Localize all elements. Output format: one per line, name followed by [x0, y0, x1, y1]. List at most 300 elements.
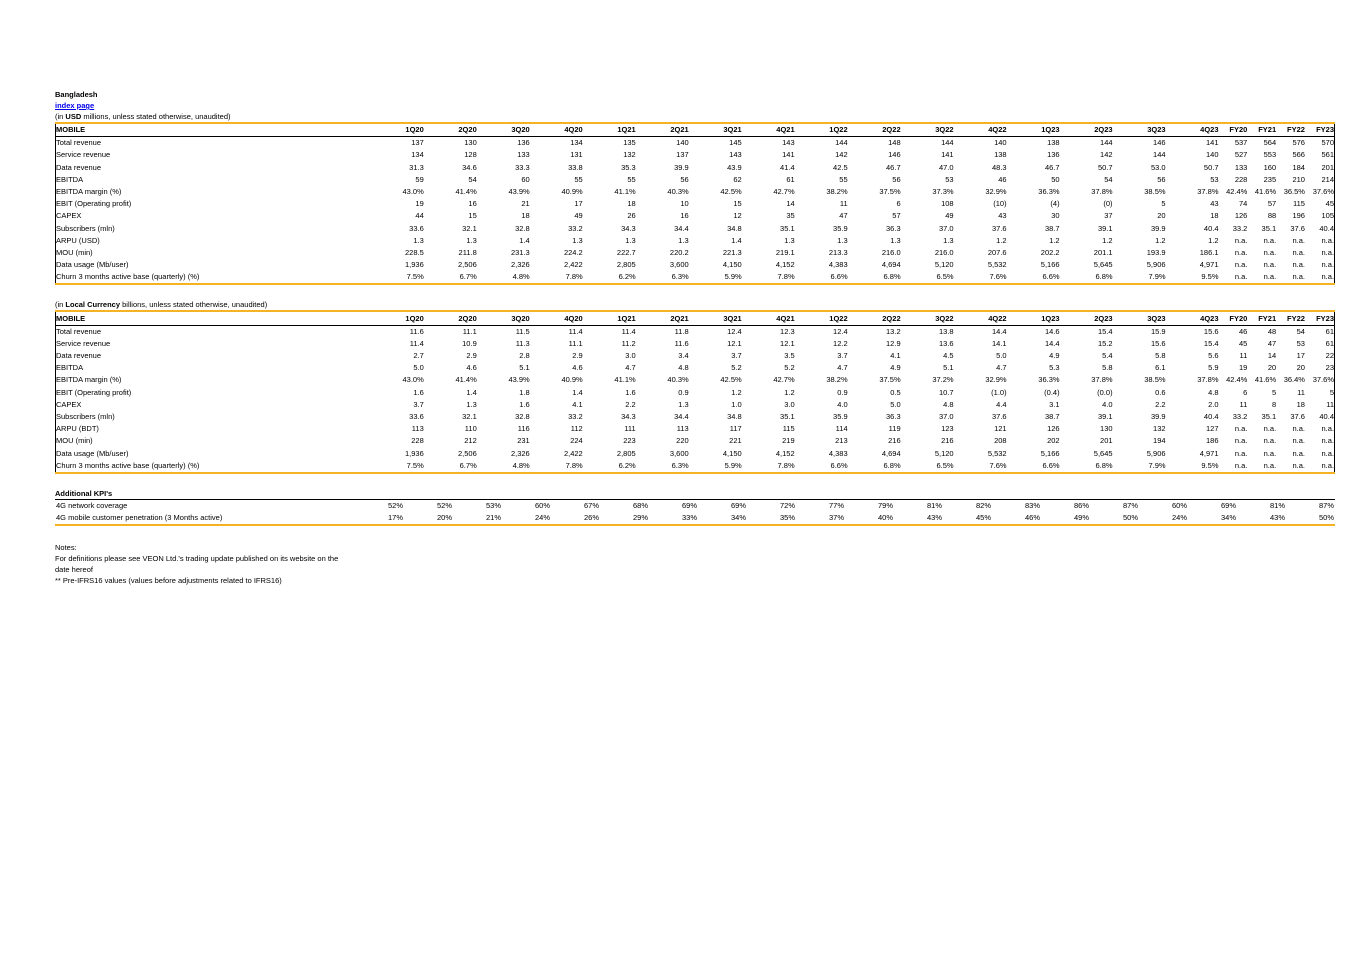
- table-cell: 24%: [1171, 513, 1187, 523]
- row-label: Data usage (Mb/user): [56, 260, 129, 270]
- table-cell: 12.4: [833, 326, 848, 336]
- table-row: [55, 149, 1335, 161]
- table-cell: 36.5%: [1283, 187, 1305, 197]
- table-row: [55, 223, 1335, 235]
- table-cell: 0.9: [837, 387, 848, 397]
- table-cell: 126: [1234, 211, 1248, 221]
- table-cell: n.a.: [1234, 247, 1248, 257]
- table-cell: 131: [570, 150, 583, 160]
- table-cell: 33.2: [568, 223, 583, 233]
- table-cell: 7.5%: [406, 460, 424, 470]
- index-page-link[interactable]: index page: [55, 101, 95, 110]
- table-cell: 11.8: [674, 326, 689, 336]
- table-cell: n.a.: [1321, 247, 1334, 257]
- table-cell: 6.2%: [618, 272, 636, 282]
- table-cell: 207.6: [987, 247, 1007, 257]
- table-cell: 3.7: [837, 351, 848, 361]
- table-cell: 140: [1206, 150, 1219, 160]
- table-cell: 202.2: [1040, 247, 1060, 257]
- table-cell: 4,694: [881, 260, 901, 270]
- table-cell: 3,600: [669, 260, 689, 270]
- table-cell: (0.4): [1044, 387, 1060, 397]
- table-cell: 43: [1210, 199, 1219, 209]
- table-cell: 4,150: [722, 260, 742, 270]
- table-cell: 210: [1292, 174, 1305, 184]
- table-cell: 223: [623, 436, 636, 446]
- column-header: FY22: [1277, 312, 1306, 325]
- table-cell: 39.9: [1150, 223, 1166, 233]
- table-cell: 23: [1325, 363, 1334, 373]
- table-cell: 211.8: [458, 247, 477, 257]
- table-cell: 5,120: [934, 448, 954, 458]
- local-currency-unit-note: (in Local Currency billions, unless stated otherwise, unaudited): [55, 300, 268, 310]
- table-cell: 231: [517, 436, 530, 446]
- table-cell: 61: [1325, 338, 1334, 348]
- table-cell: 39.9: [674, 162, 689, 172]
- table-cell: 36.3: [886, 223, 901, 233]
- row-label: Total revenue: [56, 138, 102, 148]
- table-cell: 33.2: [568, 412, 583, 422]
- table-cell: 42.4%: [1226, 187, 1248, 197]
- table-cell: 216.0: [881, 247, 901, 257]
- table-cell: 56: [892, 174, 901, 184]
- table-cell: 7.5%: [406, 272, 424, 282]
- table-cell: 18: [521, 211, 530, 221]
- table-cell: 20%: [436, 513, 452, 523]
- table-cell: 33.6: [409, 223, 424, 233]
- table-cell: 2,506: [457, 260, 477, 270]
- table-row: [55, 137, 1335, 150]
- table-cell: n.a.: [1263, 448, 1277, 458]
- table-cell: n.a.: [1234, 235, 1248, 245]
- table-cell: 26: [627, 211, 636, 221]
- table-cell: 208: [994, 436, 1007, 446]
- table-cell: 67%: [551, 499, 600, 512]
- table-cell: 4,971: [1199, 260, 1219, 270]
- row-label: EBIT (Operating profit): [56, 387, 132, 397]
- table-cell: 55: [627, 174, 636, 184]
- table-cell: 2,422: [563, 448, 583, 458]
- table-cell: 12.4: [727, 326, 742, 336]
- table-row: [55, 387, 1335, 399]
- table-cell: 54: [1104, 174, 1113, 184]
- column-header: 3Q22: [902, 124, 955, 137]
- table-cell: 34%: [730, 513, 746, 523]
- table-cell: 34.8: [727, 412, 742, 422]
- table-cell: 224.2: [563, 247, 583, 257]
- table-cell: 37.3%: [932, 187, 954, 197]
- table-cell: 117: [729, 424, 742, 434]
- table-cell: 4,694: [881, 448, 901, 458]
- table-cell: 214: [1321, 174, 1334, 184]
- table-cell: 48.3: [991, 162, 1007, 172]
- table-row: [55, 338, 1335, 350]
- table-cell: 22: [1325, 351, 1334, 361]
- table-cell: 5.1: [943, 363, 954, 373]
- column-header: FY20: [1220, 124, 1249, 137]
- table-cell: 68%: [600, 499, 649, 512]
- row-label: CAPEX: [56, 211, 82, 221]
- table-cell: 37.6: [991, 412, 1007, 422]
- column-header: 3Q20: [478, 312, 531, 325]
- table-cell: 5,906: [1146, 448, 1166, 458]
- table-cell: 47: [1267, 338, 1277, 348]
- table-cell: 12: [733, 211, 742, 221]
- table-cell: 33%: [681, 513, 697, 523]
- table-cell: n.a.: [1321, 260, 1334, 270]
- table-cell: 116: [517, 424, 530, 434]
- table-cell: 5.3: [1049, 363, 1060, 373]
- table-row: [55, 325, 1335, 338]
- row-label: EBITDA: [56, 174, 84, 184]
- column-header: 1Q20: [372, 124, 425, 137]
- table-cell: 32.1: [462, 412, 477, 422]
- table-cell: 87%: [1090, 499, 1139, 512]
- table-cell: 5.9: [1208, 363, 1219, 373]
- table-cell: 15.6: [1150, 338, 1166, 348]
- table-cell: 111: [624, 424, 636, 434]
- table-cell: 11.1: [568, 338, 583, 348]
- table-cell: 15.6: [1203, 326, 1219, 336]
- table-cell: 10.7: [939, 387, 954, 397]
- table-cell: 53: [1210, 174, 1219, 184]
- table-row: [55, 374, 1335, 386]
- table-cell: 39.1: [1097, 412, 1113, 422]
- table-cell: 1.6: [519, 399, 530, 409]
- table-cell: 1.3: [943, 235, 954, 245]
- column-header: 4Q21: [743, 312, 796, 325]
- table-cell: 140: [676, 138, 689, 148]
- table-cell: 46: [998, 174, 1007, 184]
- table-cell: 212: [464, 436, 477, 446]
- table-cell: 37.2%: [932, 375, 954, 385]
- table-cell: 52%: [355, 499, 404, 512]
- table-cell: 36.4%: [1283, 375, 1305, 385]
- table-cell: 231.3: [510, 247, 530, 257]
- table-cell: n.a.: [1292, 272, 1305, 282]
- table-cell: 37.8%: [1197, 375, 1219, 385]
- table-cell: 40.3%: [667, 187, 689, 197]
- column-header: 3Q23: [1114, 124, 1167, 137]
- table-cell: 4,383: [828, 448, 848, 458]
- table-cell: 83%: [992, 499, 1041, 512]
- table-cell: 1.6: [413, 387, 424, 397]
- table-cell: 201: [1321, 162, 1334, 172]
- table-cell: 87%: [1286, 499, 1335, 512]
- row-label: Data revenue: [56, 351, 102, 361]
- notes-title: Notes:: [55, 543, 77, 553]
- table-cell: 15: [733, 199, 742, 209]
- table-cell: 570: [1321, 138, 1334, 148]
- table-cell: 5.8: [1155, 351, 1166, 361]
- table-cell: 1.3: [466, 399, 477, 409]
- table-cell: 37.5%: [879, 187, 901, 197]
- table-cell: 4.8%: [512, 272, 530, 282]
- table-cell: 42.5%: [720, 375, 742, 385]
- table-cell: 134: [570, 138, 583, 148]
- table-cell: 6.8%: [883, 272, 901, 282]
- table-cell: n.a.: [1321, 272, 1334, 282]
- table-cell: 128: [464, 150, 477, 160]
- table-cell: 202: [1047, 436, 1060, 446]
- table-cell: 35.1: [1261, 412, 1277, 422]
- table-cell: 35.1: [1261, 223, 1277, 233]
- column-header: 2Q22: [849, 312, 902, 325]
- table-cell: 21: [521, 199, 530, 209]
- table-row: [55, 198, 1335, 210]
- table-cell: 53%: [453, 499, 502, 512]
- table-cell: 11: [1297, 387, 1305, 397]
- table-cell: 11.6: [409, 326, 424, 336]
- table-cell: 11: [1239, 351, 1248, 361]
- table-cell: 4.9: [1049, 351, 1060, 361]
- column-header: 1Q21: [584, 124, 637, 137]
- table-cell: 10.9: [462, 338, 477, 348]
- table-cell: 1.3: [625, 235, 636, 245]
- column-header: 3Q20: [478, 124, 531, 137]
- table-cell: 11: [839, 199, 848, 209]
- table-cell: 72%: [747, 499, 796, 512]
- table-cell: 110: [464, 424, 477, 434]
- table-cell: 4.8: [678, 363, 689, 373]
- table-cell: 4.8: [1208, 387, 1219, 397]
- column-header: 1Q21: [584, 312, 637, 325]
- table-cell: 56: [1157, 174, 1166, 184]
- table-cell: n.a.: [1234, 460, 1248, 470]
- table-cell: 41.4%: [455, 187, 477, 197]
- table-cell: 7.6%: [989, 272, 1007, 282]
- table-cell: 5: [1329, 387, 1334, 397]
- table-cell: 108: [941, 199, 954, 209]
- table-cell: 53.0: [1150, 162, 1166, 172]
- table-cell: n.a.: [1321, 235, 1334, 245]
- table-cell: 132: [1153, 424, 1166, 434]
- table-cell: 14.4: [991, 326, 1007, 336]
- table-cell: 15.4: [1203, 338, 1219, 348]
- table-cell: 7.9%: [1148, 272, 1166, 282]
- table-cell: 2,326: [510, 260, 530, 270]
- table-cell: 34.3: [621, 223, 636, 233]
- table-cell: 146: [888, 150, 901, 160]
- table-cell: 2.0: [1208, 399, 1219, 409]
- table-cell: n.a.: [1292, 247, 1305, 257]
- table-cell: 37.6%: [1312, 187, 1334, 197]
- table-cell: 5,906: [1146, 260, 1166, 270]
- table-cell: 8: [1271, 399, 1277, 409]
- table-cell: n.a.: [1321, 436, 1334, 446]
- table-cell: 115: [782, 424, 795, 434]
- table-cell: 113: [676, 424, 689, 434]
- table-cell: n.a.: [1234, 272, 1248, 282]
- column-header: 3Q22: [902, 312, 955, 325]
- table-cell: 121: [994, 424, 1007, 434]
- table-cell: 52%: [404, 499, 453, 512]
- table-cell: 37.8%: [1091, 187, 1113, 197]
- table-cell: 6.2%: [618, 460, 636, 470]
- row-label: MOU (min): [56, 436, 93, 446]
- table-cell: 527: [1234, 150, 1248, 160]
- table-cell: 138: [994, 150, 1007, 160]
- table-cell: 1,936: [404, 448, 424, 458]
- table-cell: 40.4: [1319, 223, 1334, 233]
- table-cell: 15: [468, 211, 477, 221]
- table-cell: 7.6%: [989, 460, 1007, 470]
- table-cell: 61: [786, 174, 795, 184]
- table-cell: 4,152: [775, 448, 795, 458]
- column-header: 1Q22: [796, 124, 849, 137]
- table-cell: n.a.: [1292, 436, 1305, 446]
- table-cell: 2.2: [1155, 399, 1166, 409]
- table-cell: 45: [1239, 338, 1248, 348]
- table-cell: 5.4: [1102, 351, 1113, 361]
- table-cell: 136: [517, 138, 530, 148]
- table-cell: 137: [676, 150, 689, 160]
- table-cell: 2,805: [616, 448, 636, 458]
- table-cell: 5: [1161, 199, 1166, 209]
- table-cell: 46%: [1024, 513, 1040, 523]
- column-header: FY22: [1277, 124, 1306, 137]
- row-label: Churn 3 months active base (quarterly) (%): [56, 272, 200, 282]
- table-cell: 15.4: [1097, 326, 1113, 336]
- table-cell: 6.7%: [459, 460, 477, 470]
- table-cell: 143: [729, 150, 742, 160]
- table-cell: 40.9%: [561, 187, 583, 197]
- row-label: 4G network coverage: [55, 499, 355, 512]
- table-cell: 6.8%: [1095, 460, 1113, 470]
- usd-unit-note: (in USD millions, unless stated otherwise, unaudited): [55, 112, 231, 121]
- table-cell: 6.5%: [936, 460, 954, 470]
- table-cell: 6.1: [1155, 363, 1166, 373]
- table-cell: 60%: [1139, 499, 1188, 512]
- table-cell: 141: [782, 150, 795, 160]
- table-cell: 219: [782, 436, 795, 446]
- table-cell: 34.4: [674, 412, 689, 422]
- table-cell: 16: [680, 211, 689, 221]
- table-cell: 46: [1239, 326, 1248, 336]
- table-cell: 5,532: [987, 448, 1007, 458]
- table-cell: 194: [1153, 436, 1166, 446]
- table-cell: 1.2: [1208, 235, 1219, 245]
- table-row: [55, 448, 1335, 460]
- table-cell: 42.5: [833, 162, 848, 172]
- table-cell: 15.9: [1150, 326, 1166, 336]
- table-cell: 2,422: [563, 260, 583, 270]
- column-header: 2Q23: [1061, 312, 1114, 325]
- table-cell: 77%: [796, 499, 845, 512]
- table-cell: 50.7: [1097, 162, 1113, 172]
- table-cell: 216.0: [934, 247, 954, 257]
- table-cell: 41.1%: [614, 187, 636, 197]
- table-cell: 6.6%: [830, 272, 848, 282]
- country-title: Bangladesh: [55, 90, 98, 99]
- table-cell: 47.0: [939, 162, 954, 172]
- row-label: Data revenue: [56, 162, 102, 172]
- table-cell: 20: [1296, 363, 1305, 373]
- table-cell: 1.3: [678, 399, 689, 409]
- table-cell: 38.5%: [1144, 187, 1166, 197]
- notes-line: For definitions please see VEON Ltd.'s trading update published on its website on the: [55, 554, 339, 564]
- table-cell: 1.3: [678, 235, 689, 245]
- table-cell: 2,326: [510, 448, 530, 458]
- table-cell: n.a.: [1263, 436, 1277, 446]
- table-cell: n.a.: [1292, 235, 1305, 245]
- table-cell: 37.6: [1290, 412, 1305, 422]
- table-cell: 33.6: [409, 412, 424, 422]
- table-row: [55, 411, 1335, 423]
- column-header: 2Q23: [1061, 124, 1114, 137]
- column-header: 4Q23: [1167, 312, 1220, 325]
- table-cell: 45%: [975, 513, 991, 523]
- table-cell: 40.4: [1203, 412, 1219, 422]
- column-header: 4Q20: [531, 124, 584, 137]
- table-cell: 4.5: [943, 351, 954, 361]
- table-cell: 113: [411, 424, 424, 434]
- table-cell: 4,150: [722, 448, 742, 458]
- table-cell: 35.3: [621, 162, 636, 172]
- table-cell: 60: [521, 174, 530, 184]
- table-cell: 4.1: [572, 399, 583, 409]
- table-cell: 6: [896, 199, 901, 209]
- table-cell: 37.6: [1290, 223, 1305, 233]
- column-header: 4Q22: [955, 124, 1008, 137]
- table-cell: 7.8%: [777, 272, 795, 282]
- table-cell: n.a.: [1234, 424, 1248, 434]
- table-cell: 37: [1104, 211, 1113, 221]
- table-cell: 18: [1296, 399, 1305, 409]
- table-cell: 69%: [698, 499, 747, 512]
- table-cell: 140: [994, 138, 1007, 148]
- table-cell: 32.1: [462, 223, 477, 233]
- table-cell: 41.4%: [455, 375, 477, 385]
- table-cell: 3.5: [784, 351, 795, 361]
- column-header: 4Q20: [531, 312, 584, 325]
- table-cell: 4.4: [996, 399, 1007, 409]
- table-cell: 115: [1293, 199, 1305, 209]
- table-cell: 1.4: [519, 235, 530, 245]
- notes-line: ** Pre-IFRS16 values (values before adjustments related to IFRS16): [55, 576, 282, 586]
- table-cell: 54: [1296, 326, 1305, 336]
- table-cell: 3,600: [669, 448, 689, 458]
- table-cell: 3.7: [413, 399, 424, 409]
- table-cell: 43.0%: [402, 375, 424, 385]
- table-cell: 6.3%: [671, 272, 689, 282]
- table-cell: 1.3: [413, 235, 424, 245]
- table-cell: 12.3: [780, 326, 795, 336]
- table-cell: 40.4: [1203, 223, 1219, 233]
- table-cell: 6.6%: [830, 460, 848, 470]
- table-cell: 114: [835, 424, 848, 434]
- table-cell: 35.9: [833, 223, 848, 233]
- table-cell: 13.8: [939, 326, 954, 336]
- table-cell: 40.3%: [667, 375, 689, 385]
- table-cell: 213.3: [828, 247, 848, 257]
- table-cell: 1.2: [784, 387, 795, 397]
- table-cell: 141: [1206, 138, 1219, 148]
- table-cell: 33.3: [515, 162, 530, 172]
- table-cell: 14.6: [1044, 326, 1060, 336]
- table-cell: 42.7%: [773, 375, 795, 385]
- table-cell: 2,506: [457, 448, 477, 458]
- table-cell: 57: [1267, 199, 1277, 209]
- table-cell: 36.3: [886, 412, 901, 422]
- table-cell: 41.1%: [614, 375, 636, 385]
- table-cell: 32.8: [515, 223, 530, 233]
- table-cell: 11: [1326, 399, 1334, 409]
- column-header: 3Q21: [690, 124, 743, 137]
- table-cell: n.a.: [1292, 260, 1305, 270]
- table-cell: n.a.: [1234, 260, 1248, 270]
- table-cell: 9.5%: [1201, 272, 1219, 282]
